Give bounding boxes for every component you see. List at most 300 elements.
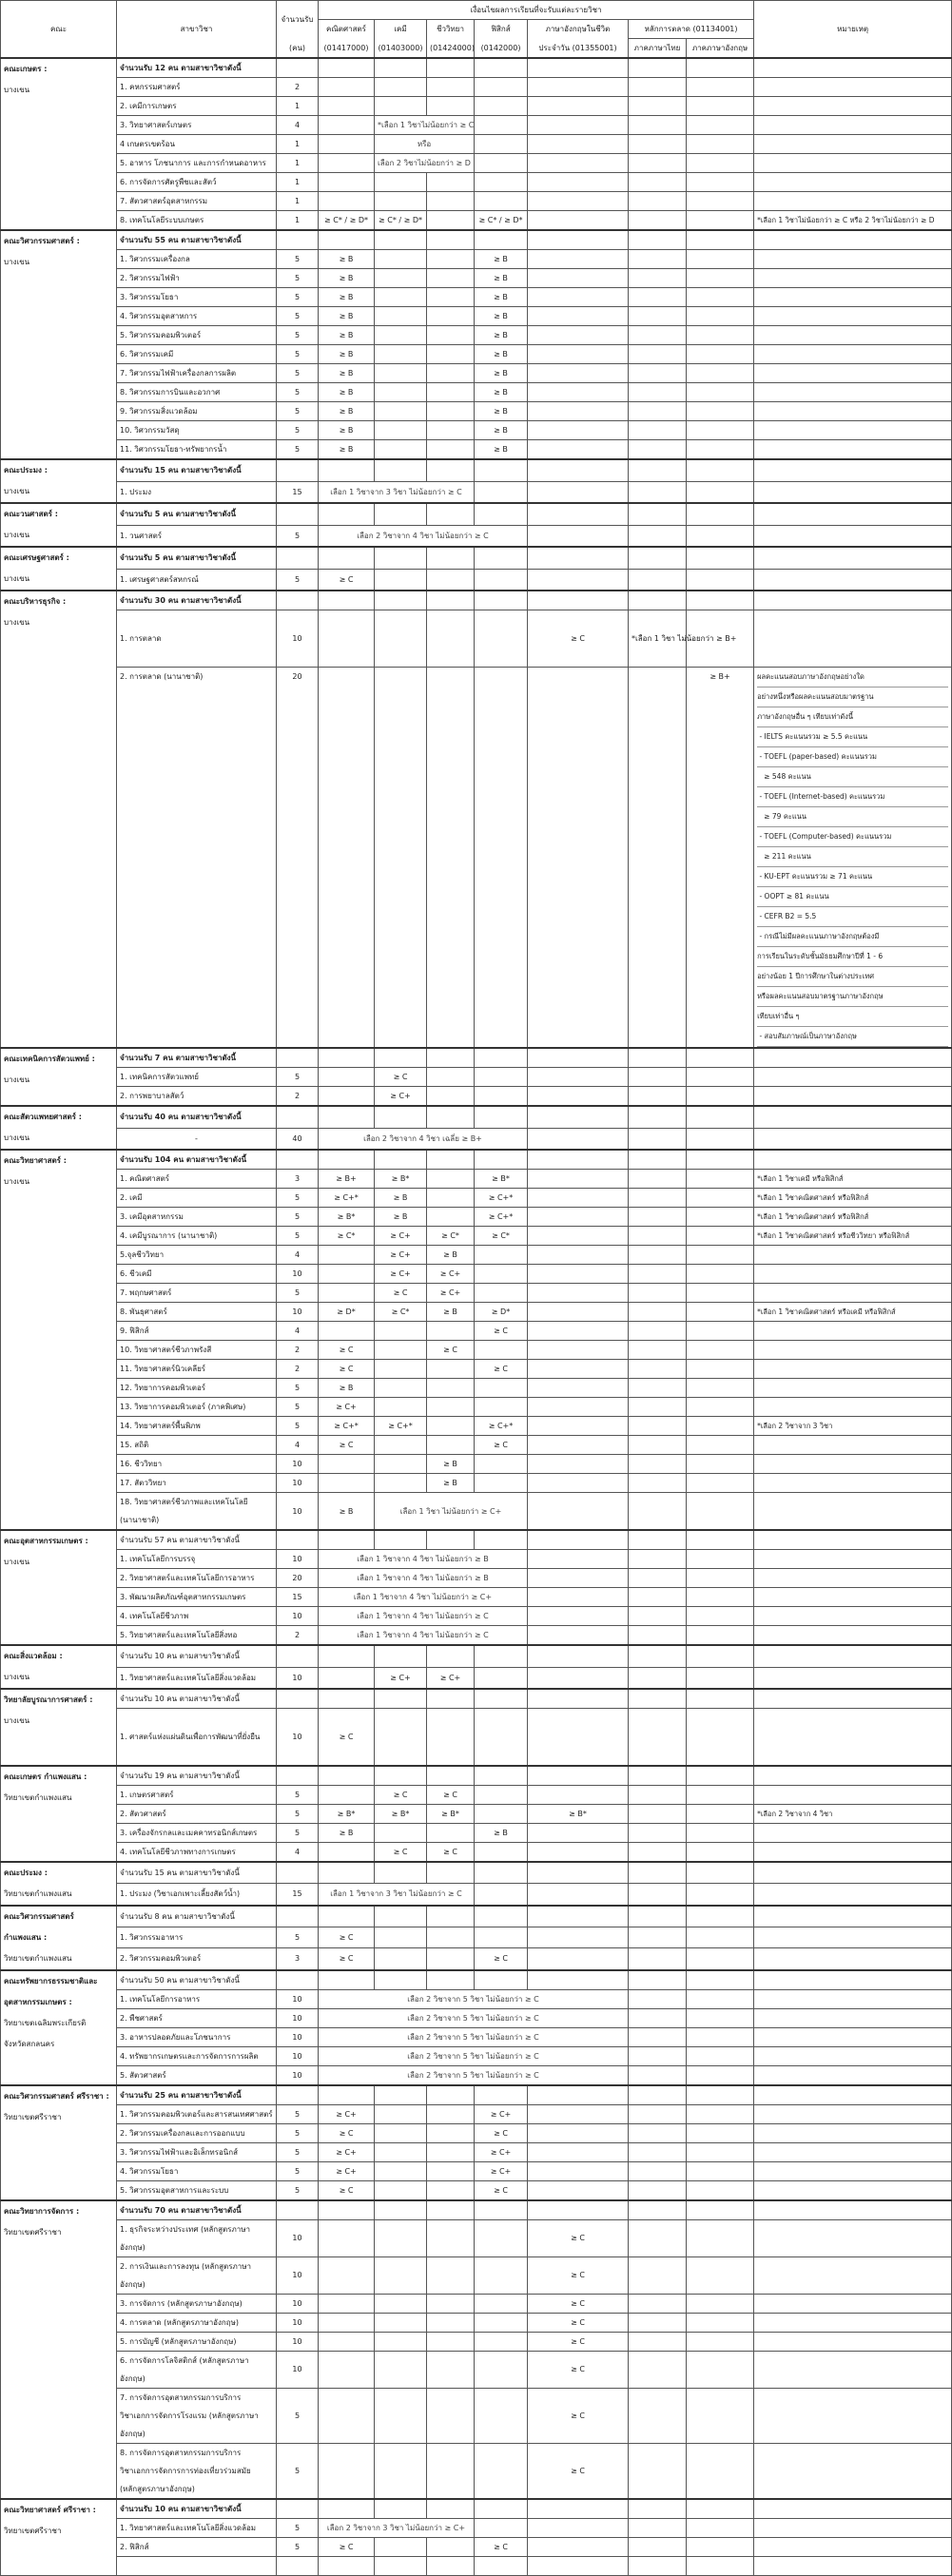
grade-mkt-eng — [687, 383, 754, 402]
grade-eng — [528, 1927, 629, 1947]
major-cell — [117, 326, 277, 345]
grade-mkt-thai — [629, 78, 687, 97]
campus-name: จังหวัดสกลนคร — [4, 2039, 55, 2048]
table-row — [1, 1227, 952, 1246]
header-remarks: หมายเหตุ — [754, 1, 952, 59]
grade-cell — [528, 1048, 629, 1068]
faculty-cell — [1, 591, 117, 1048]
grade-mkt-eng — [687, 525, 754, 547]
remark-cell: *เลือก 1 วิชาคณิตศาสตร์ หรือฟิสิกส์ — [754, 1208, 952, 1227]
grade-mkt-thai — [629, 2180, 687, 2200]
grade-mkt-thai — [629, 1804, 687, 1823]
grade-chem — [375, 2142, 427, 2161]
grade-mkt-eng — [687, 569, 754, 591]
grade-cell — [319, 503, 375, 525]
grade-chem — [375, 1436, 427, 1455]
table-row — [1, 2351, 952, 2388]
major-cell — [117, 2351, 277, 2388]
quota-intro: จำนวนรับ 15 คน ตามสาขาวิชาดังนี้ — [117, 1862, 277, 1884]
header-code-chem: (01403000) — [375, 39, 427, 59]
campus-name: บางเขน — [4, 1558, 30, 1566]
grade-bio — [427, 192, 475, 211]
faculty-header-row — [1, 503, 952, 525]
grade-phys — [475, 1246, 528, 1265]
quota-value: 5 — [277, 1417, 319, 1436]
remark-cell — [754, 2332, 952, 2351]
header-quota-unit: (คน) — [277, 39, 319, 59]
grade-eng: ≥ C — [528, 2313, 629, 2332]
english-requirement-line: - กรณีไม่มีผลคะแนนภาษาอังกฤษต้องมี — [757, 927, 948, 947]
major-cell — [117, 481, 277, 503]
major-name: 1. เทคโนโลยีการอาหาร — [120, 1994, 201, 2004]
table-row — [1, 97, 952, 116]
grade-math — [319, 116, 375, 135]
major-cell — [117, 2313, 277, 2332]
remark-cell — [754, 2294, 952, 2313]
grade-phys — [475, 192, 528, 211]
remark-cell — [754, 1436, 952, 1455]
quota-value: 5 — [277, 2104, 319, 2123]
quota-value: 5 — [277, 307, 319, 326]
grade-chem — [375, 1823, 427, 1842]
grade-cell — [528, 1645, 629, 1667]
grade-mkt-thai — [629, 211, 687, 231]
remark-cell — [754, 192, 952, 211]
grade-cell — [375, 1048, 427, 1068]
grade-mkt-thai — [629, 668, 687, 1049]
grade-cell — [319, 230, 375, 250]
english-requirement-line: ≥ 79 คะแนน — [757, 807, 948, 827]
faculty-name: วิทยาลัยบูรณาการศาสตร์ : — [4, 1695, 93, 1704]
grade-bio — [427, 383, 475, 402]
grade-bio: ≥ C+ — [427, 1284, 475, 1303]
grade-cell — [427, 1862, 475, 1884]
table-row — [1, 402, 952, 421]
quota-value: 2 — [277, 1341, 319, 1360]
grade-math: ≥ B — [319, 1493, 375, 1531]
remark-cell — [754, 1989, 952, 2008]
grade-bio — [427, 97, 475, 116]
faculty-cell — [1, 1106, 117, 1150]
grade-math: ≥ B — [319, 383, 375, 402]
grade-mkt-thai — [629, 1284, 687, 1303]
remark-cell — [754, 1360, 952, 1379]
grade-phys — [475, 1341, 528, 1360]
major-cell — [117, 2142, 277, 2161]
grade-cell — [475, 1048, 528, 1068]
grade-mkt-thai — [629, 288, 687, 307]
grade-cell — [629, 1862, 687, 1884]
grade-cell — [475, 1862, 528, 1884]
grade-math — [319, 2219, 375, 2256]
major-name-line: วิชาเอกการจัดการการท่องเที่ยวร่วมสมัย — [120, 2466, 251, 2475]
grade-cell — [427, 591, 475, 610]
grade-mkt-eng — [687, 154, 754, 173]
major-name: 11. วิทยาศาสตร์นิวเคลียร์ — [120, 1365, 206, 1373]
grade-cell — [375, 503, 427, 525]
grade-mkt-eng — [687, 250, 754, 269]
campus-name: บางเขน — [4, 618, 30, 627]
quota-cell — [277, 1048, 319, 1068]
grade-mkt-thai — [629, 2161, 687, 2180]
major-cell — [117, 1068, 277, 1087]
grade-mkt-eng — [687, 2142, 754, 2161]
grade-eng: ≥ C — [528, 610, 629, 668]
grade-math — [319, 192, 375, 211]
table-row — [1, 2332, 952, 2351]
remark-cell — [754, 1455, 952, 1474]
major-cell — [117, 1785, 277, 1804]
grade-cell — [475, 2085, 528, 2105]
quota-value: 2 — [277, 1087, 319, 1107]
header-faculty: คณะ — [1, 1, 117, 59]
remark-cell — [754, 1550, 952, 1569]
grade-mkt-thai — [629, 1607, 687, 1626]
grade-cell — [687, 1645, 754, 1667]
grade-cell — [427, 1150, 475, 1170]
grade-mkt-eng — [687, 269, 754, 288]
grade-mkt-eng — [687, 2008, 754, 2027]
grade-chem — [375, 2161, 427, 2180]
english-requirement-line: ≥ 211 คะแนน — [757, 847, 948, 867]
grade-cell — [475, 1689, 528, 1709]
header-subject-chem: เคมี — [375, 20, 427, 39]
header-marketing-thai: ภาคภาษาไทย — [629, 39, 687, 59]
english-requirement-line: ภาษาอังกฤษอื่น ๆ เทียบเท่าดังนี้ — [757, 707, 948, 727]
grade-mkt-eng — [687, 1709, 754, 1766]
grade-math — [319, 2556, 375, 2575]
faculty-header-row — [1, 1530, 952, 1550]
grade-bio — [427, 1322, 475, 1341]
grade-mkt-thai — [629, 1550, 687, 1569]
grade-chem — [375, 2294, 427, 2313]
major-name: 5. วิศวกรรมคอมพิวเตอร์ — [120, 331, 202, 339]
table-row — [1, 1360, 952, 1379]
quota-value: 5 — [277, 2388, 319, 2443]
quota-cell — [277, 1862, 319, 1884]
grade-cell — [629, 1766, 687, 1786]
grade-cell — [687, 503, 754, 525]
grade-mkt-thai — [629, 1884, 687, 1906]
grade-mkt-eng — [687, 1989, 754, 2008]
quota-value: 5 — [277, 1398, 319, 1417]
grade-cell — [319, 1645, 375, 1667]
grade-cell — [427, 2499, 475, 2519]
grade-mkt-eng — [687, 116, 754, 135]
major-cell — [117, 1709, 277, 1766]
remark-cell — [754, 2200, 952, 2220]
grade-chem — [375, 269, 427, 288]
grade-mkt-thai — [629, 1208, 687, 1227]
major-name: 2. เคมีการเกษตร — [120, 102, 177, 110]
major-cell — [117, 1884, 277, 1906]
major-cell — [117, 1607, 277, 1626]
quota-value: 10 — [277, 1667, 319, 1689]
grade-cell — [427, 1766, 475, 1786]
grade-eng — [528, 1284, 629, 1303]
major-cell — [117, 2332, 277, 2351]
grade-eng — [528, 1884, 629, 1906]
quota-value: 2 — [277, 1626, 319, 1646]
table-row — [1, 1709, 952, 1766]
grade-cell — [475, 503, 528, 525]
major-name: 16. ชีววิทยา — [120, 1460, 163, 1468]
remark-cell — [754, 2046, 952, 2065]
grade-eng — [528, 402, 629, 421]
grade-cell — [528, 1862, 629, 1884]
major-name: 4. วิศวกรรมอุตสาหการ — [120, 312, 198, 320]
header-subject-phys: ฟิสิกส์ — [475, 20, 528, 39]
grade-cell — [629, 547, 687, 569]
campus-name: วิทยาเขตเฉลิมพระเกียรติ — [4, 2018, 87, 2027]
table-row — [1, 2142, 952, 2161]
quota-value: 5 — [277, 402, 319, 421]
grade-phys: ≥ B — [475, 383, 528, 402]
remark-cell — [754, 135, 952, 154]
major-cell — [117, 2046, 277, 2065]
remark-cell: *เลือก 1 วิชาเคมี หรือฟิสิกส์ — [754, 1170, 952, 1189]
table-row — [1, 2556, 952, 2575]
grade-cell — [629, 58, 687, 78]
grade-phys: ≥ C+* — [475, 1417, 528, 1436]
major-name: 10. วิทยาศาสตร์ชีวภาพรังสี — [120, 1346, 212, 1354]
major-name: 2. ฟิสิกส์ — [120, 2542, 149, 2551]
faculty-cell — [1, 2499, 117, 2576]
major-cell — [117, 2180, 277, 2200]
remark-cell — [754, 547, 952, 569]
remark-cell — [754, 97, 952, 116]
grade-chem: ≥ C — [375, 1785, 427, 1804]
major-cell — [117, 1265, 277, 1284]
grade-bio — [427, 440, 475, 460]
major-cell — [117, 1989, 277, 2008]
grade-eng: ≥ B* — [528, 1804, 629, 1823]
major-name: 4. ทรัพยากรเกษตรและการจัดการการผลิต — [120, 2051, 259, 2061]
grade-mkt-thai — [629, 1667, 687, 1689]
grade-phys — [475, 173, 528, 192]
remark-cell — [754, 1667, 952, 1689]
grade-phys — [475, 1709, 528, 1766]
grade-phys — [475, 1087, 528, 1107]
grade-cell — [687, 1862, 754, 1884]
table-row — [1, 1379, 952, 1398]
remark-cell — [754, 1246, 952, 1265]
grade-mkt-thai — [629, 1227, 687, 1246]
grade-eng — [528, 1189, 629, 1208]
grade-bio — [427, 1948, 475, 1970]
remark-cell — [754, 402, 952, 421]
remark-cell — [754, 1823, 952, 1842]
quota-value: 10 — [277, 1550, 319, 1569]
remark-cell — [754, 2388, 952, 2443]
quota-value: 5 — [277, 1379, 319, 1398]
major-cell — [117, 250, 277, 269]
grade-math: ≥ C+ — [319, 2104, 375, 2123]
grade-cell — [687, 1106, 754, 1128]
merged-condition: เลือก 1 วิชาจาก 4 วิชา ไม่น้อยกว่า ≥ B — [319, 1550, 528, 1569]
grade-phys — [475, 135, 528, 154]
quota-cell — [277, 459, 319, 481]
merged-condition: เลือก 2 วิชาจาก 4 วิชา เฉลี่ย ≥ B+ — [319, 1128, 528, 1150]
faculty-header-row — [1, 1048, 952, 1068]
grade-mkt-eng — [687, 2388, 754, 2443]
grade-eng — [528, 307, 629, 326]
grade-chem — [375, 2219, 427, 2256]
remark-cell — [754, 1626, 952, 1646]
grade-eng — [528, 288, 629, 307]
grade-bio — [427, 288, 475, 307]
grade-math — [319, 1455, 375, 1474]
remark-cell — [754, 2008, 952, 2027]
grade-phys — [475, 1068, 528, 1087]
grade-cell — [528, 1906, 629, 1927]
grade-bio — [427, 1379, 475, 1398]
grade-math — [319, 2332, 375, 2351]
major-cell — [117, 1493, 277, 1531]
merged-condition: เลือก 2 วิชาจาก 5 วิชา ไม่น้อยกว่า ≥ C — [319, 2065, 629, 2085]
remark-cell — [754, 525, 952, 547]
grade-mkt-thai — [629, 1170, 687, 1189]
grade-chem — [375, 421, 427, 440]
grade-mkt-thai — [629, 2556, 687, 2575]
english-requirement-line: อย่างน้อย 1 ปีการศึกษาในต่างประเทศ — [757, 967, 948, 987]
grade-mkt-thai — [629, 173, 687, 192]
grade-mkt-thai — [629, 1785, 687, 1804]
major-cell — [117, 2518, 277, 2537]
grade-cell — [475, 1150, 528, 1170]
remark-cell — [754, 58, 952, 78]
remark-cell — [754, 383, 952, 402]
grade-cell — [475, 58, 528, 78]
major-name: 6. การจัดการโลจิสติกส์ (หลักสูตรภาษาอังกฤษ) — [120, 2355, 249, 2383]
grade-mkt-eng — [687, 1455, 754, 1474]
grade-phys: ≥ C — [475, 1436, 528, 1455]
grade-mkt-thai — [629, 135, 687, 154]
grade-cell — [629, 2085, 687, 2105]
grade-mkt-thai: *เลือก 1 วิชา ไม่น้อยกว่า ≥ B+ — [629, 610, 687, 668]
grade-mkt-thai — [629, 2142, 687, 2161]
remark-cell — [754, 1927, 952, 1947]
remark-cell — [754, 173, 952, 192]
table-row — [1, 1569, 952, 1588]
major-cell — [117, 2065, 277, 2085]
remark-cell — [754, 2351, 952, 2388]
grade-mkt-eng — [687, 1087, 754, 1107]
table-row — [1, 2537, 952, 2556]
quota-intro: จำนวนรับ 10 คน ตามสาขาวิชาดังนี้ — [117, 1689, 277, 1709]
grade-eng: ≥ C — [528, 2351, 629, 2388]
grade-phys: ≥ C* — [475, 1227, 528, 1246]
grade-mkt-eng — [687, 1569, 754, 1588]
grade-mkt-eng — [687, 1785, 754, 1804]
grade-mkt-thai — [629, 326, 687, 345]
quota-cell — [277, 503, 319, 525]
grade-chem: ≥ C+ — [375, 1667, 427, 1689]
grade-mkt-eng — [687, 1170, 754, 1189]
grade-eng — [528, 2104, 629, 2123]
major-cell — [117, 1379, 277, 1398]
major-name: 9. ฟิสิกส์ — [120, 1327, 149, 1335]
remark-cell: *เลือก 1 วิชาคณิตศาสตร์ หรือเคมี หรือฟิสิกส์ — [754, 1303, 952, 1322]
remark-cell — [754, 1906, 952, 1927]
quota-value: 2 — [277, 78, 319, 97]
grade-cell — [687, 230, 754, 250]
table-row — [1, 1170, 952, 1189]
grade-mkt-thai — [629, 2219, 687, 2256]
grade-bio — [427, 2294, 475, 2313]
grade-mkt-eng — [687, 78, 754, 97]
grade-phys — [475, 2313, 528, 2332]
quota-cell — [277, 547, 319, 569]
quota-value: 1 — [277, 211, 319, 231]
grade-mkt-eng — [687, 1068, 754, 1087]
grade-bio: ≥ C — [427, 1785, 475, 1804]
grade-phys — [475, 97, 528, 116]
remark-cell — [754, 569, 952, 591]
grade-eng — [528, 326, 629, 345]
header-major: สาขาวิชา — [117, 1, 277, 59]
grade-mkt-thai — [629, 2104, 687, 2123]
grade-cell — [319, 1862, 375, 1884]
grade-cell — [528, 2499, 629, 2519]
grade-phys — [475, 2294, 528, 2313]
major-cell — [117, 2537, 277, 2556]
grade-mkt-thai — [629, 1360, 687, 1379]
grade-cell — [687, 2200, 754, 2220]
grade-mkt-thai — [629, 1927, 687, 1947]
grade-mkt-thai — [629, 1588, 687, 1607]
english-requirement-line: - IELTS คะแนนรวม ≥ 5.5 คะแนน — [757, 727, 948, 747]
table-body — [1, 58, 952, 2575]
table-row — [1, 1087, 952, 1107]
table-row — [1, 78, 952, 97]
faculty-cell — [1, 1689, 117, 1766]
grade-cell — [629, 1530, 687, 1550]
remark-cell — [754, 2443, 952, 2499]
major-cell — [117, 1360, 277, 1379]
quota-value: 3 — [277, 1948, 319, 1970]
grade-bio — [427, 2443, 475, 2499]
grade-bio — [427, 2256, 475, 2294]
grade-phys: ≥ B — [475, 288, 528, 307]
remark-cell — [754, 1689, 952, 1709]
quota-value: 10 — [277, 1474, 319, 1493]
faculty-cell — [1, 1150, 117, 1530]
major-name: 1. ศาสตร์แห่งแผ่นดินเพื่อการพัฒนาที่ยั่งยืน — [120, 1732, 261, 1741]
quota-value — [277, 2556, 319, 2575]
major-name: 7. การจัดการอุตสาหกรรมการบริการ — [120, 2392, 242, 2402]
major-name: 2. การพยาบาลสัตว์ — [120, 1092, 185, 1100]
grade-cell — [528, 58, 629, 78]
grade-phys: ≥ C+ — [475, 2104, 528, 2123]
quota-value: 10 — [277, 1607, 319, 1626]
grade-phys — [475, 2351, 528, 2388]
grade-phys — [475, 569, 528, 591]
major-cell — [117, 1284, 277, 1303]
merged-condition: เลือก 2 วิชาจาก 5 วิชา ไม่น้อยกว่า ≥ C — [319, 2008, 629, 2027]
major-cell — [117, 1398, 277, 1417]
grade-eng — [528, 1823, 629, 1842]
quota-value: 5 — [277, 421, 319, 440]
grade-chem — [375, 326, 427, 345]
remark-cell — [754, 78, 952, 97]
remark-cell — [754, 2161, 952, 2180]
grade-mkt-thai — [629, 1087, 687, 1107]
grade-cell — [475, 1645, 528, 1667]
table-row — [1, 2443, 952, 2499]
grade-mkt-eng — [687, 1417, 754, 1436]
grade-chem — [375, 1474, 427, 1493]
